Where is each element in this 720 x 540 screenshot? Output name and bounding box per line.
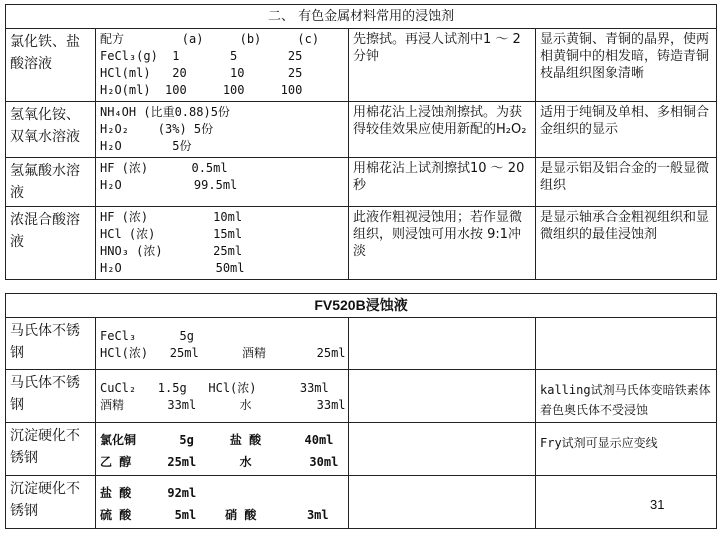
note: Fry试剂可显示应变线 bbox=[536, 423, 717, 476]
table-title: FV520B浸蚀液 bbox=[6, 294, 717, 318]
application: 是显示铝及铝合金的一般显微组织 bbox=[536, 158, 717, 207]
reagent-name: 氢氟酸水溶液 bbox=[6, 158, 96, 207]
etchant-table-fv520b bbox=[5, 293, 717, 529]
note bbox=[536, 318, 717, 370]
empty-cell bbox=[349, 476, 536, 529]
empty-cell bbox=[349, 318, 536, 370]
reagent-formula: HF (浓) 0.5ml H₂O 99.5ml bbox=[96, 158, 349, 207]
empty-cell bbox=[349, 370, 536, 423]
page-number: 31 bbox=[650, 497, 665, 512]
usage-method: 用棉花沾上浸蚀剂擦拭。为获得较佳效果应使用新配的H₂O₂ bbox=[349, 102, 536, 158]
empty-cell bbox=[349, 423, 536, 476]
table-row bbox=[6, 318, 717, 370]
reagent-formula: NH₄OH (比重0.88)5份 H₂O₂ (3%) 5份 H₂O 5份 bbox=[96, 102, 349, 158]
application: 是显示轴承合金粗视组织和显微组织的最佳浸蚀剂 bbox=[536, 207, 717, 280]
usage-method: 此液作粗视浸蚀用；若作显微组织，则浸蚀可用水按 9:1冲淡 bbox=[349, 207, 536, 280]
reagent-formula: 盐 酸 92ml 硫 酸 5ml 硝 酸 3ml bbox=[96, 476, 349, 529]
application: 适用于纯铜及单相、多相铜合金组织的显示 bbox=[536, 102, 717, 158]
table-row bbox=[6, 29, 717, 102]
table-row bbox=[6, 102, 717, 158]
reagent-formula: CuCl₂ 1.5g HCl(浓) 33ml 酒精 33ml 水 33ml bbox=[96, 370, 349, 423]
steel-type: 沉淀硬化不锈钢 bbox=[6, 476, 96, 529]
steel-type: 马氏体不锈钢 bbox=[6, 370, 96, 423]
reagent-formula: 氯化铜 5g 盐 酸 40ml 乙 醇 25ml 水 30ml bbox=[96, 423, 349, 476]
reagent-name: 氯化铁、盐酸溶液 bbox=[6, 29, 96, 102]
reagent-formula: FeCl₃ 5g HCl(浓) 25ml 酒精 25ml bbox=[96, 318, 349, 370]
table-row bbox=[6, 370, 717, 423]
steel-type: 沉淀硬化不锈钢 bbox=[6, 423, 96, 476]
reagent-name: 浓混合酸溶液 bbox=[6, 207, 96, 280]
note bbox=[536, 476, 717, 529]
steel-type: 马氏体不锈钢 bbox=[6, 318, 96, 370]
reagent-name: 氢氧化铵、双氧水溶液 bbox=[6, 102, 96, 158]
note: kalling试剂马氏体变暗铁素体着色奥氏体不受浸蚀 bbox=[536, 370, 717, 423]
etchant-table-nonferrous bbox=[5, 4, 717, 280]
application: 显示黄铜、青铜的晶界，使两相黄铜中的相发暗，铸造青铜枝晶组织图象清晰 bbox=[536, 29, 717, 102]
usage-method: 用棉花沾上试剂擦拭10 ～ 20 秒 bbox=[349, 158, 536, 207]
usage-method: 先擦拭。再浸人试剂中1 ～ 2 分钟 bbox=[349, 29, 536, 102]
table-row bbox=[6, 158, 717, 207]
reagent-formula: 配方 (a) (b) (c) FeCl₃(g) 1 5 25 HCl(ml) 20 10 25 H₂O(ml) 100 100 100 bbox=[96, 29, 349, 102]
reagent-formula: HF (浓) 10ml HCl (浓) 15ml HNO₃ (浓) 25ml H₂O 50ml bbox=[96, 207, 349, 280]
table-row bbox=[6, 207, 717, 280]
table-row bbox=[6, 476, 717, 529]
table-row bbox=[6, 423, 717, 476]
table-title: 二、 有色金属材料常用的浸蚀剂 bbox=[6, 5, 717, 29]
